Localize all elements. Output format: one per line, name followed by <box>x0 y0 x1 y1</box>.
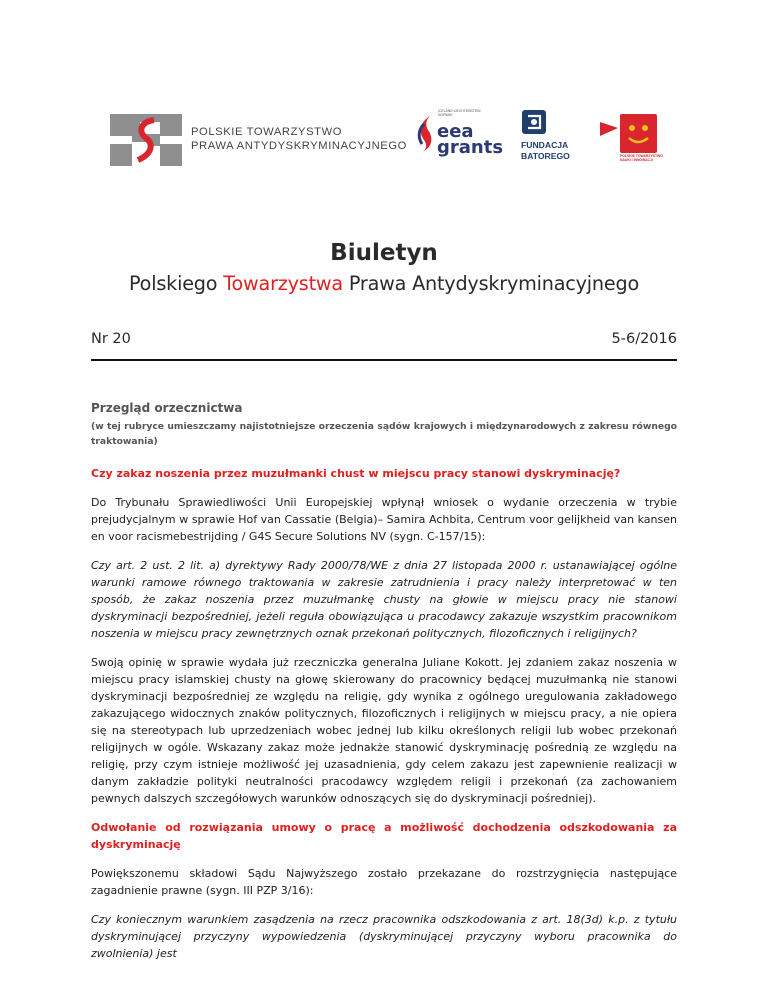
article1-para1: Do Trybunału Sprawiedliwości Unii Europejskiej wpłynął wniosek o wydanie orzeczenia w trybie prejudycjalnym w sprawie Hof van Cassatie (Belgia)– Samira Achbita, Centrum voor gelijkheid van kansen en voor racismebestrijding / G4S Secure Solutions NV (sygn. C-157/15): <box>91 496 677 543</box>
eea-word: eea <box>437 121 474 142</box>
header-divider <box>91 359 677 361</box>
article2-heading: Odwołanie od rozwiązania umowy o pracę a możliwość dochodzenia odszkodowania za dyskryminację <box>91 821 677 851</box>
bulletin-title: Biuletyn <box>330 240 438 266</box>
section-subtitle: (w tej rubryce umieszczamy najistotniejsze orzeczenia sądów krajowych i międzynarodowych z zakresu równego traktowania) <box>91 421 677 447</box>
ptpn-red-square <box>620 114 657 153</box>
subtitle-highlight: Towarzystwa <box>223 272 343 295</box>
ptpa-logo-line1: POLSKIE TOWARZYSTWO <box>191 126 343 138</box>
batory-line2: BATOREGO <box>521 150 570 161</box>
ptpn-caption: POLSKIE TOWARZYSTWO NAUKI I INNOWACJI <box>620 154 663 162</box>
grants-word: grants <box>437 137 504 158</box>
eea-grants-logo <box>416 108 504 164</box>
section-title: Przegląd orzecznictwa <box>91 401 243 415</box>
subtitle-part3: Prawa Antydyskryminacyjnego <box>342 272 639 295</box>
issue-number: Nr 20 <box>91 331 131 347</box>
bulletin-content <box>91 400 677 962</box>
bulletin-subtitle <box>0 272 768 295</box>
ptpa-logo-line2: PRAWA ANTYDYSKRYMINACYJNEGO <box>191 140 407 152</box>
article1-question: Czy art. 2 ust. 2 lit. a) dyrektywy Rady 2000/78/WE z dnia 27 listopada 2000 r. ustanawiającej ogólne warunki ramowe równego traktowania w zakresie zatrudnienia i pracy należy interpretować w ten sposób, że zakaz noszenia przez muzułmankę chusty na głowie w miejscu pracy nie stanowi dyskryminacji bezpośredniej, jeżeli reguła obowiązująca u pracodawcy zakazuje wszystkim pracownikom noszenia w miejscu pracy zewnętrznych oznak przekonań politycznych, filozoficznych i religijnych? <box>91 559 677 640</box>
partner-logos <box>0 104 768 174</box>
eea-flame-icon <box>416 114 436 154</box>
ptpn-flag-icon <box>598 118 620 140</box>
batory-line1: FUNDACJA <box>521 140 569 150</box>
article2-question: Czy koniecznym warunkiem zasądzenia na rzecz pracownika odszkodowania z art. 18(3d) k.p. z tytułu dyskryminującej przyczyny wypowiedzenia (dyskryminującej przyczyny wyboru pracownika do zwolnienia) jest <box>91 913 677 960</box>
eea-tagline: ICELAND LIECHTENSTEIN NORWAY <box>438 109 481 117</box>
issue-date: 5-6/2016 <box>611 331 677 347</box>
ptpa-logo-text <box>191 125 407 153</box>
ptpn-logo <box>598 104 668 168</box>
batory-mark-icon <box>522 110 546 134</box>
fundacja-batorego-logo <box>515 110 575 166</box>
batory-text <box>521 140 570 161</box>
article1-heading: Czy zakaz noszenia przez muzułmanki chust w miejscu pracy stanowi dyskryminację? <box>91 467 621 480</box>
article2-para1: Powiększonemu składowi Sądu Najwyższego zostało przekazane do rozstrzygnięcia następujące zagadnienie prawne (sygn. III PZP 3/16): <box>91 867 677 897</box>
article1-para2: Swoją opinię w sprawie wydała już rzeczniczka generalna Juliane Kokott. Jej zdaniem zakaz noszenia w miejscu pracy islamskiej chusty na głowę skierowany do pracownicy będącej muzułmanką nie stanowi dyskryminacji bezpośredniej ze względu na religię, gdy wynika z ogólnego uregulowania zakładowego zakazującego widocznych znaków politycznych, filozoficznych i religijnych w miejscu pracy, a nie opiera się na stereotypach lub uprzedzeniach wobec jednej lub kilku określonych religii lub wobec przekonań religijnych w ogóle. Wskazany zakaz może jednakże stanowić dyskryminację pośrednią ze względu na religię, przy czym istnieje możliwość jej uzasadnienia, gdy celem zakazu jest zapewnienie realizacji w danym zakładzie polityki neutralności pracodawcy względem religii i przekonań (za zachowaniem pewnych dalszych szczegółowych warunków odnoszących się do dyskryminacji pośredniej). <box>91 656 677 805</box>
subtitle-part1: Polskiego <box>129 272 224 295</box>
ptpa-logo-icon <box>110 114 182 166</box>
